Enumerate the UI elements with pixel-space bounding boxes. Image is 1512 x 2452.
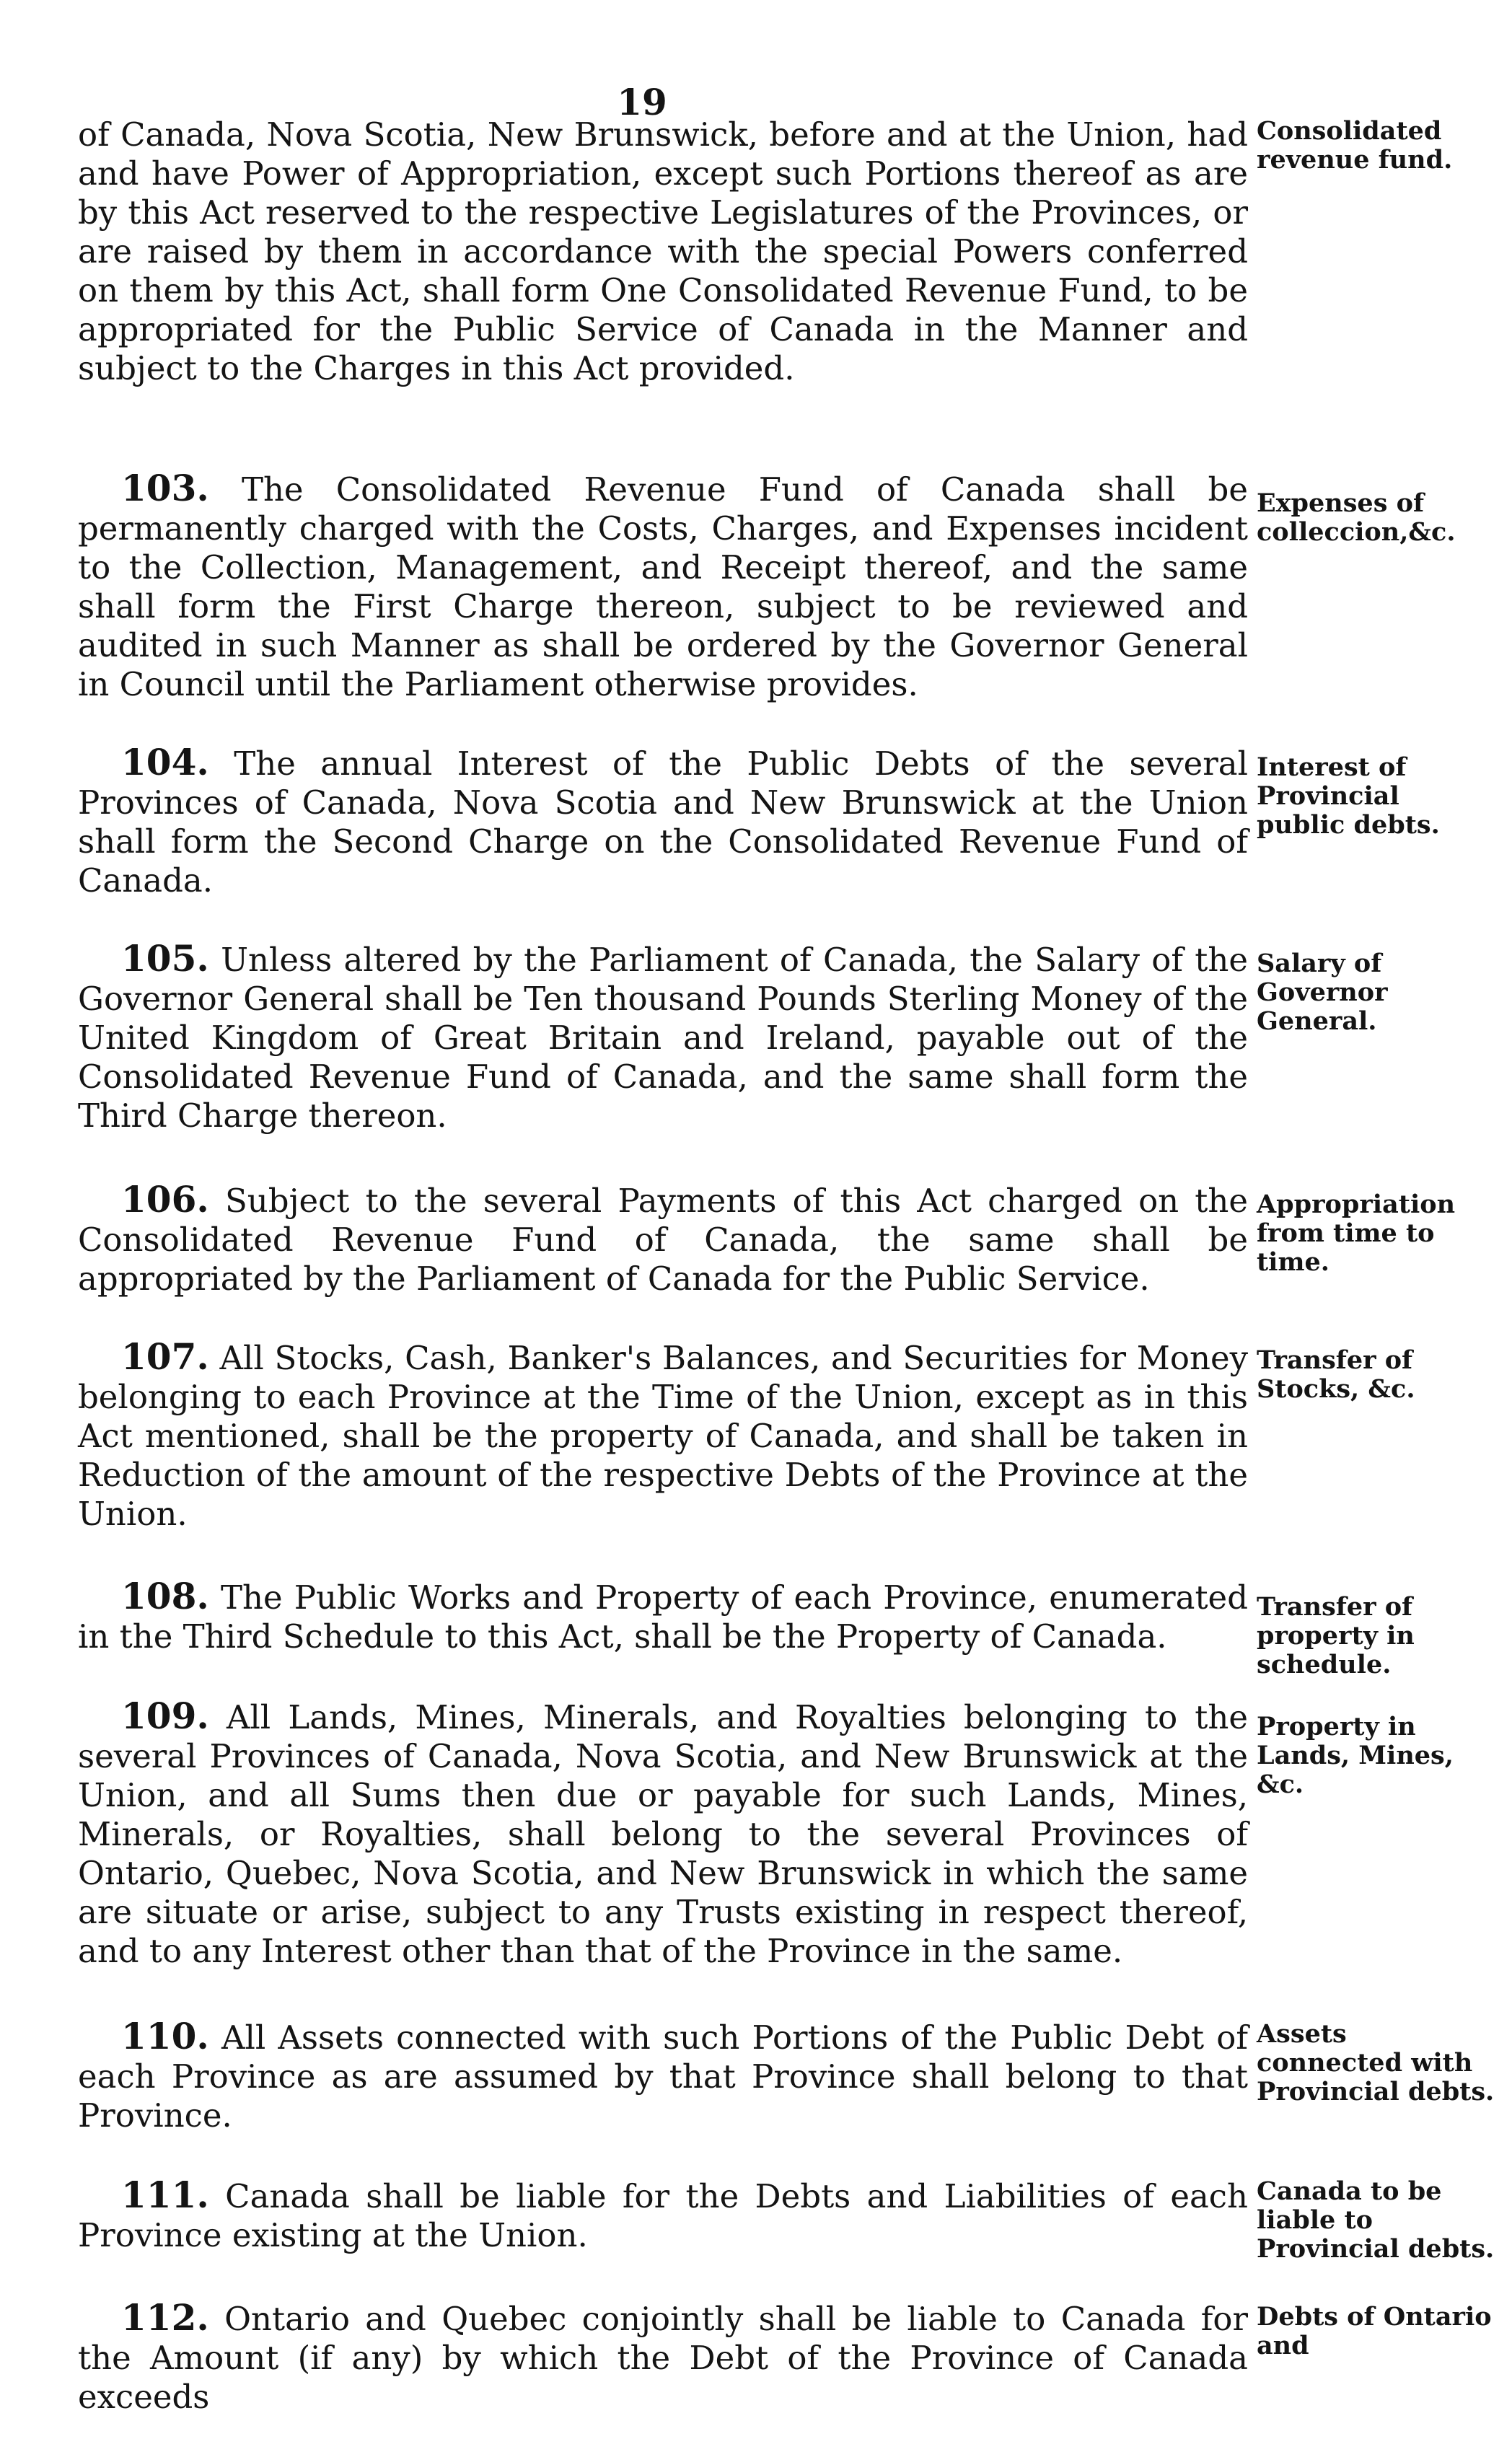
marginal-note: Property in Lands, Mines, &c.: [1257, 1712, 1454, 1799]
intro-paragraph: [78, 115, 1248, 388]
section-text: Canada shall be liable for the Debts and Liabilities of each Province existing at the Union.: [78, 2177, 1248, 2254]
marginal-note: Transfer of property in schedule.: [1257, 1592, 1415, 1679]
section-number: 107.: [121, 1335, 209, 1378]
section-110: [78, 2017, 1248, 2135]
marginal-note: Assets connected with Provincial debts.: [1257, 2019, 1495, 2106]
section-text: Subject to the several Payments of this Act charged on the Consolidated Revenue Fund of Canada, the same shall be appropriated by the Parliament of Canada for the Public Service.: [78, 1182, 1249, 1298]
section-text: All Assets connected with such Portions of the Public Debt of each Province as are assumed by that Province shall belong to that Province.: [78, 2018, 1248, 2135]
marginal-note: Transfer of Stocks, &c.: [1257, 1345, 1415, 1404]
marginal-note: Interest of Provincial public debts.: [1257, 752, 1440, 840]
section-112: [78, 2298, 1248, 2417]
section-107: [78, 1337, 1248, 1534]
section-text: All Stocks, Cash, Banker's Balances, and Securities for Money belonging to each Province at the Time of the Union, except as in this Act mentioned, shall be the property of Canada, and shall be taken in Reduction of the amount of the respective Debts of the Province at the Union.: [78, 1339, 1248, 1533]
section-106: [78, 1180, 1248, 1298]
section-text: The Consolidated Revenue Fund of Canada shall be permanently charged with the Costs, Charges, and Expenses incident to the Collection, Management, and Receipt thereof, and the same shall form the First Charge thereon, subject to be reviewed and audited in such Manner as shall be ordered by the Governor General in Council until the Parliament otherwise provides.: [78, 470, 1248, 703]
section-text: The annual Interest of the Public Debts of the several Provinces of Canada, Nova Scotia and New Brunswick at the Union shall form the Second Charge on the Consolidated Revenue Fund of Canada.: [78, 744, 1248, 900]
marginal-note: Canada to be liable to Provincial debts.: [1257, 2176, 1495, 2264]
marginal-note: Consolidated revenue fund.: [1257, 116, 1453, 175]
section-number: 104.: [121, 741, 209, 783]
section-number: 106.: [121, 1178, 209, 1221]
marginal-note: Appropriation from time to time.: [1257, 1190, 1456, 1277]
page-number: 19: [617, 81, 667, 123]
marginal-note: Expenses of colleccion,&c.: [1257, 488, 1456, 547]
section-109: [78, 1697, 1248, 1971]
section-text: Ontario and Quebec conjointly shall be liable to Canada for the Amount (if any) by which the Debt of the Province of Canada exceeds: [78, 2300, 1248, 2416]
section-text: All Lands, Mines, Minerals, and Royalties belonging to the several Provinces of Canada, Nova Scotia, and New Brunswick at the Union, and all Sums then due or payable for such Lands, Mines, Minerals, or Royalties, shall belong to the several Provinces of Ontario, Quebec, Nova Scotia, and New Brunswick in which the same are situate or arise, subject to any Trusts existing in respect thereof, and to any Interest other than that of the Province in the same.: [78, 1698, 1249, 1970]
section-number: 103.: [121, 467, 209, 509]
section-number: 111.: [121, 2174, 209, 2216]
section-104: [78, 743, 1248, 900]
marginal-note: Salary of Governor General.: [1257, 949, 1388, 1036]
section-text: Unless altered by the Parliament of Canada, the Salary of the Governor General shall be Ten thousand Pounds Sterling Money of the United Kingdom of Great Britain and Ireland, payable out of the Consolidated Revenue Fund of Canada, and the same shall form the Third Charge thereon.: [78, 941, 1248, 1135]
section-number: 112.: [121, 2296, 209, 2339]
section-105: [78, 939, 1248, 1135]
section-text: The Public Works and Property of each Province, enumerated in the Third Schedule to this Act, shall be the Property of Canada.: [78, 1578, 1248, 1656]
marginal-note: Debts of Ontario and: [1257, 2302, 1492, 2360]
section-number: 110.: [121, 2015, 209, 2057]
section-number: 109.: [121, 1695, 209, 1737]
section-108: [78, 1577, 1248, 1656]
section-103: [78, 469, 1248, 704]
section-number: 108.: [121, 1575, 209, 1617]
section-111: [78, 2176, 1248, 2255]
section-number: 105.: [121, 937, 209, 980]
paragraph-text: of Canada, Nova Scotia, New Brunswick, before and at the Union, had and have Power of Appropriation, except such Portions thereof as are by this Act reserved to the respective Legislatures of the Provinces, or are raised by them in accordance with the special Powers conferred on them by this Act, shall form One Consolidated Revenue Fund, to be appropriated for the Public Service of Canada in the Manner and subject to the Charges in this Act provided.: [78, 115, 1248, 387]
